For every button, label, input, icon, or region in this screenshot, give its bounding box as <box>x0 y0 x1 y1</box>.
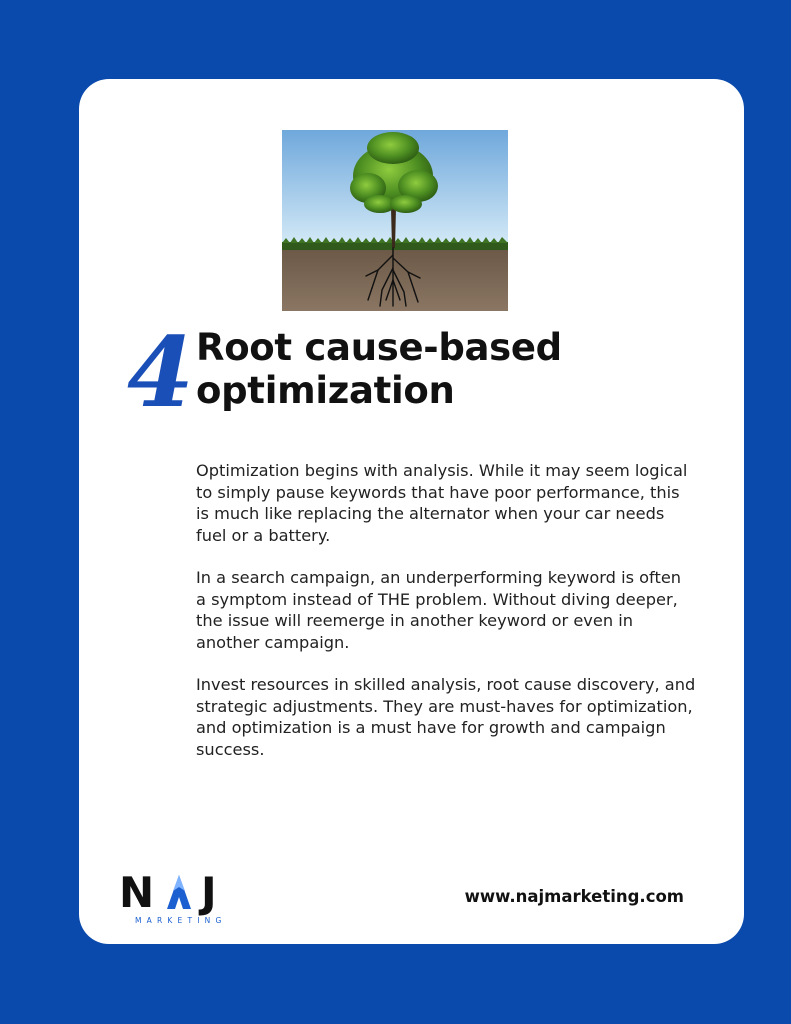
paragraph-2: In a search campaign, an underperforming keyword is often a symptom instead of THE problem. Without diving deeper, the issue will reemerge in another keyword or even in another campaign. <box>196 568 682 652</box>
title-line-2: optimization <box>196 369 455 412</box>
page-title <box>196 326 716 412</box>
naj-logo <box>119 869 239 929</box>
tree-with-roots-image <box>282 130 508 311</box>
body-text <box>196 460 696 781</box>
arrow-a-logo-icon <box>167 875 191 909</box>
svg-text:NJ: N J <box>119 868 221 917</box>
svg-text:4: 4 <box>127 316 194 429</box>
logo-mark <box>119 868 239 917</box>
paragraph-1: Optimization begins with analysis. While it may seem logical to simply pause keywords that have poor performance, this is much like replacing the alternator when your car needs fuel or a battery. <box>196 461 688 545</box>
logo-subtitle: MARKETING <box>135 916 227 925</box>
website-link[interactable]: www.najmarketing.com <box>464 887 684 906</box>
title-line-1: Root cause-based <box>196 326 562 369</box>
paragraph-3: Invest resources in skilled analysis, root cause discovery, and strategic adjustments. They are must-haves for optimization, and optimization is a must have for growth and campaign success. <box>196 675 696 759</box>
step-number <box>123 316 194 429</box>
content-card <box>79 79 744 944</box>
